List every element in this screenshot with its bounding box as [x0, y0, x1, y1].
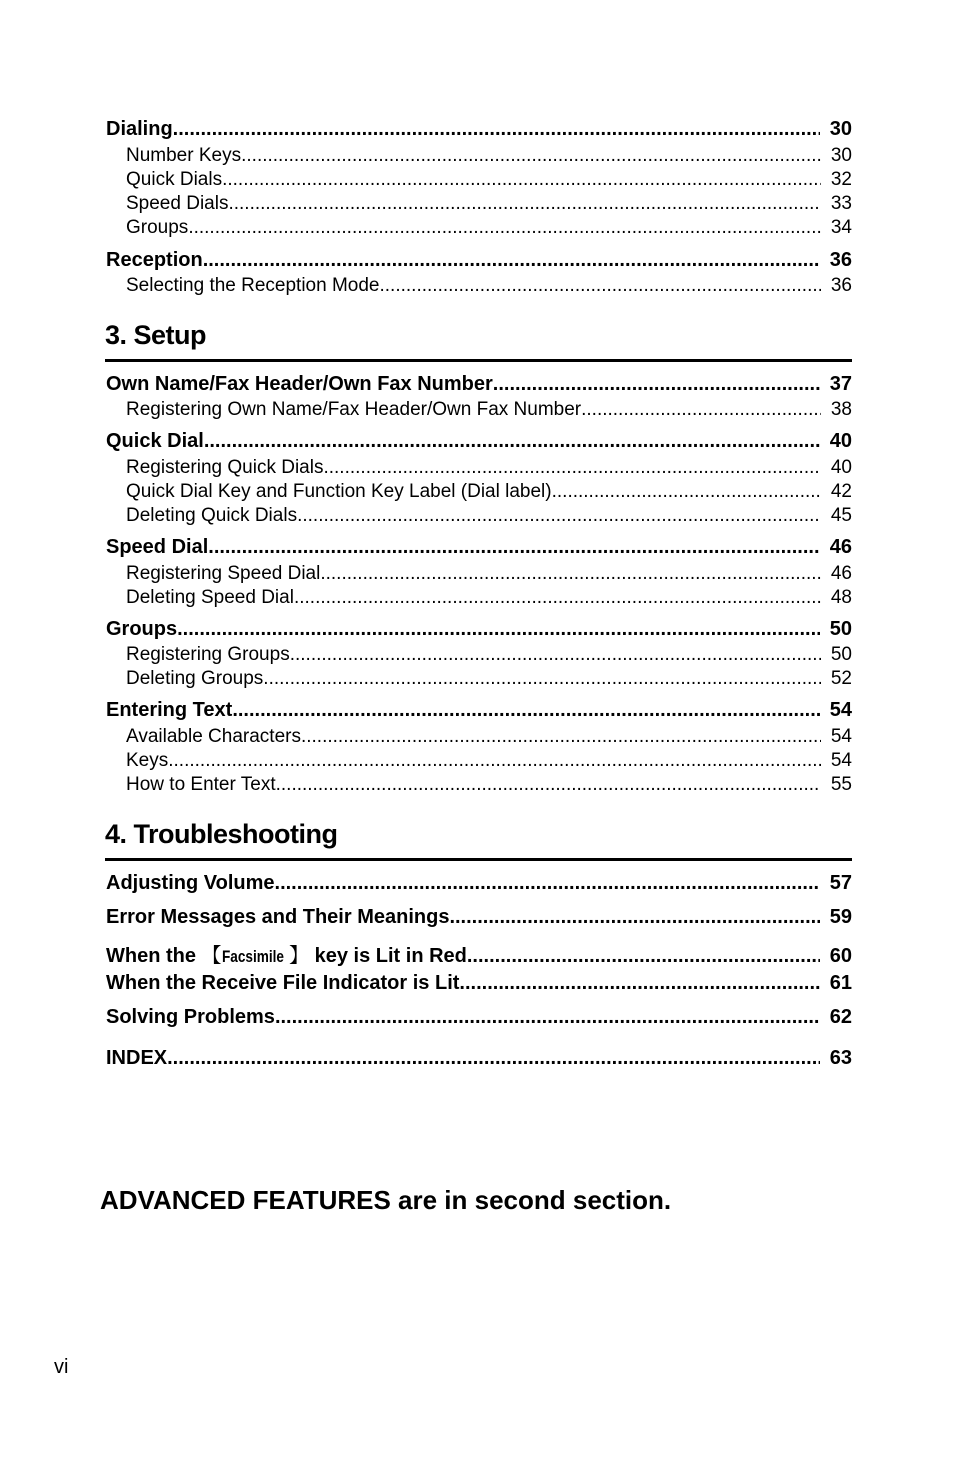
toc-entry[interactable]: [106, 536, 852, 559]
toc-subentry[interactable]: [106, 217, 852, 239]
toc-page-number: 62: [829, 1006, 852, 1028]
toc-page-number: 42: [830, 481, 852, 502]
toc-entry-title: Entering Text: [106, 699, 233, 721]
dot-leader: [449, 906, 819, 929]
toc-entry-title-end: key is Lit in Red: [309, 945, 467, 967]
chapter-heading: 4. Troubleshooting: [105, 819, 338, 849]
dot-leader: [241, 145, 821, 167]
toc-page-number: 63: [829, 1047, 852, 1069]
toc-page-number: 54: [830, 726, 852, 747]
toc-page-number: 46: [830, 563, 852, 584]
dot-leader: [204, 430, 820, 453]
dot-leader: [581, 399, 821, 421]
toc-subentry[interactable]: [106, 644, 852, 666]
toc-subentry-title: Number Keys: [126, 145, 242, 166]
chapter-rule: [105, 359, 852, 362]
toc-page-number: 55: [830, 774, 852, 795]
toc-page-number: 46: [829, 536, 852, 558]
toc-subentry[interactable]: [106, 399, 852, 421]
toc-subentry-title: Deleting Quick Dials: [126, 505, 298, 526]
toc-entry-title: Groups: [106, 618, 178, 640]
key-close-bracket: 】: [289, 945, 310, 967]
toc-entry-title: Solving Problems: [106, 1006, 275, 1028]
dot-leader: [380, 275, 821, 297]
toc-subentry[interactable]: [106, 774, 852, 796]
chapter-heading: 3. Setup: [105, 320, 207, 350]
section-notice: ADVANCED FEATURES are in second section.: [100, 1185, 672, 1215]
toc-page-number: 54: [829, 699, 852, 721]
dot-leader: [297, 505, 821, 527]
toc-entry-title: When the Receive File Indicator is Lit: [106, 972, 460, 994]
dot-leader: [177, 618, 820, 641]
dot-leader: [275, 1006, 820, 1029]
toc-subentry[interactable]: [106, 275, 852, 297]
dot-leader: [263, 668, 821, 690]
toc-entry[interactable]: [106, 118, 852, 141]
dot-leader: [493, 373, 820, 396]
dot-leader: [168, 750, 821, 772]
toc-subentry-title: Quick Dial Key and Function Key Label (Dial label): [126, 481, 552, 502]
dot-leader: [301, 726, 821, 748]
toc-subentry-title: Speed Dials: [126, 193, 229, 214]
toc-subentry-title: How to Enter Text: [126, 774, 276, 795]
dot-leader: [228, 193, 820, 215]
toc-page-number: 30: [830, 145, 852, 166]
toc-subentry-title: Deleting Groups: [126, 668, 264, 689]
toc-entry[interactable]: [106, 872, 852, 895]
dot-leader: [323, 457, 820, 479]
dot-leader: [290, 644, 821, 666]
toc-entry-title: Reception: [106, 249, 203, 271]
toc-page-number: 36: [830, 275, 852, 296]
toc-entry-title: Speed Dial: [106, 536, 209, 558]
toc-subentry[interactable]: [106, 169, 852, 191]
toc-subentry[interactable]: [106, 726, 852, 748]
toc-page-number: 33: [830, 193, 852, 214]
toc-subentry[interactable]: [106, 668, 852, 690]
toc-subentry-title: Available Characters: [126, 726, 301, 747]
toc-page-number: 60: [829, 945, 852, 967]
toc-subentry-title: Groups: [126, 217, 189, 238]
dot-leader: [276, 774, 821, 796]
toc-page-number: 52: [830, 668, 852, 689]
toc-entry[interactable]: [106, 1006, 852, 1029]
toc-subentry-title: Selecting the Reception Mode: [126, 275, 380, 296]
toc-page-number: 40: [829, 430, 852, 452]
toc-subentry-title: Registering Groups: [126, 644, 290, 665]
toc-entry[interactable]: [106, 249, 852, 272]
toc-subentry-title: Deleting Speed Dial: [126, 587, 294, 608]
toc-entry-title: Quick Dial: [106, 430, 204, 452]
toc-page-number: 34: [830, 217, 852, 238]
toc-entry[interactable]: [106, 373, 852, 396]
toc-page-number: 37: [829, 373, 852, 395]
toc-subentry-title: Registering Quick Dials: [126, 457, 324, 478]
chapter-rule: [105, 858, 852, 861]
toc-entry[interactable]: [106, 699, 852, 722]
dot-leader: [459, 972, 819, 995]
dot-leader: [222, 169, 821, 191]
toc-page-number: 30: [829, 118, 852, 140]
toc-entry[interactable]: [106, 906, 852, 929]
toc-page-number: 48: [830, 587, 852, 608]
toc-entry[interactable]: [106, 972, 852, 995]
toc-entry-title: Adjusting Volume: [106, 872, 275, 894]
dot-leader: [167, 1047, 820, 1070]
toc-subentry[interactable]: [106, 193, 852, 215]
toc-entry[interactable]: [106, 939, 852, 968]
toc-entry-index[interactable]: [106, 1047, 852, 1070]
toc-subentry[interactable]: [106, 145, 852, 167]
toc-subentry[interactable]: [106, 750, 852, 772]
toc-entry-title: Own Name/Fax Header/Own Fax Number: [106, 373, 493, 395]
toc-page-number: 57: [829, 872, 852, 894]
toc-page-number: 61: [829, 972, 852, 994]
toc-page-number: 40: [830, 457, 852, 478]
toc-page-number: 45: [830, 505, 852, 526]
dot-leader: [467, 945, 820, 968]
dot-leader: [173, 118, 820, 141]
toc-page-number: 59: [829, 906, 852, 928]
toc-subentry-title: Registering Speed Dial: [126, 563, 321, 584]
dot-leader: [294, 587, 821, 609]
toc-entry-title: Error Messages and Their Meanings: [106, 906, 450, 928]
dot-leader: [203, 249, 820, 272]
toc-page-number: 38: [830, 399, 852, 420]
toc-subentry[interactable]: [106, 481, 852, 503]
toc-subentry-title: Quick Dials: [126, 169, 223, 190]
toc-page-number: 50: [830, 644, 852, 665]
toc-entry-title-start: When the: [106, 945, 202, 967]
toc-page-number: 54: [830, 750, 852, 771]
dot-leader: [320, 563, 821, 585]
dot-leader: [188, 217, 821, 239]
dot-leader: [208, 536, 819, 559]
facsimile-key-name: Facsimile: [221, 947, 284, 966]
dot-leader: [552, 481, 821, 503]
toc-subentry[interactable]: [106, 563, 852, 585]
toc-subentry[interactable]: [106, 505, 852, 527]
toc-entry[interactable]: [106, 618, 852, 641]
toc-entry-title: INDEX: [106, 1047, 168, 1069]
toc-entry-title: [106, 939, 467, 968]
page-folio: vi: [54, 1356, 69, 1378]
toc-subentry-title: Keys: [126, 750, 169, 771]
toc-page-number: 36: [829, 249, 852, 271]
toc-entry-title: Dialing: [106, 118, 173, 140]
toc-subentry[interactable]: [106, 587, 852, 609]
toc-entry[interactable]: [106, 430, 852, 453]
dot-leader: [275, 872, 820, 895]
key-open-bracket: 【: [201, 945, 222, 967]
toc-page-number: 32: [830, 169, 852, 190]
dot-leader: [232, 699, 819, 722]
toc-page-number: 50: [829, 618, 852, 640]
toc-subentry[interactable]: [106, 457, 852, 479]
toc-subentry-title: Registering Own Name/Fax Header/Own Fax Number: [126, 399, 582, 420]
